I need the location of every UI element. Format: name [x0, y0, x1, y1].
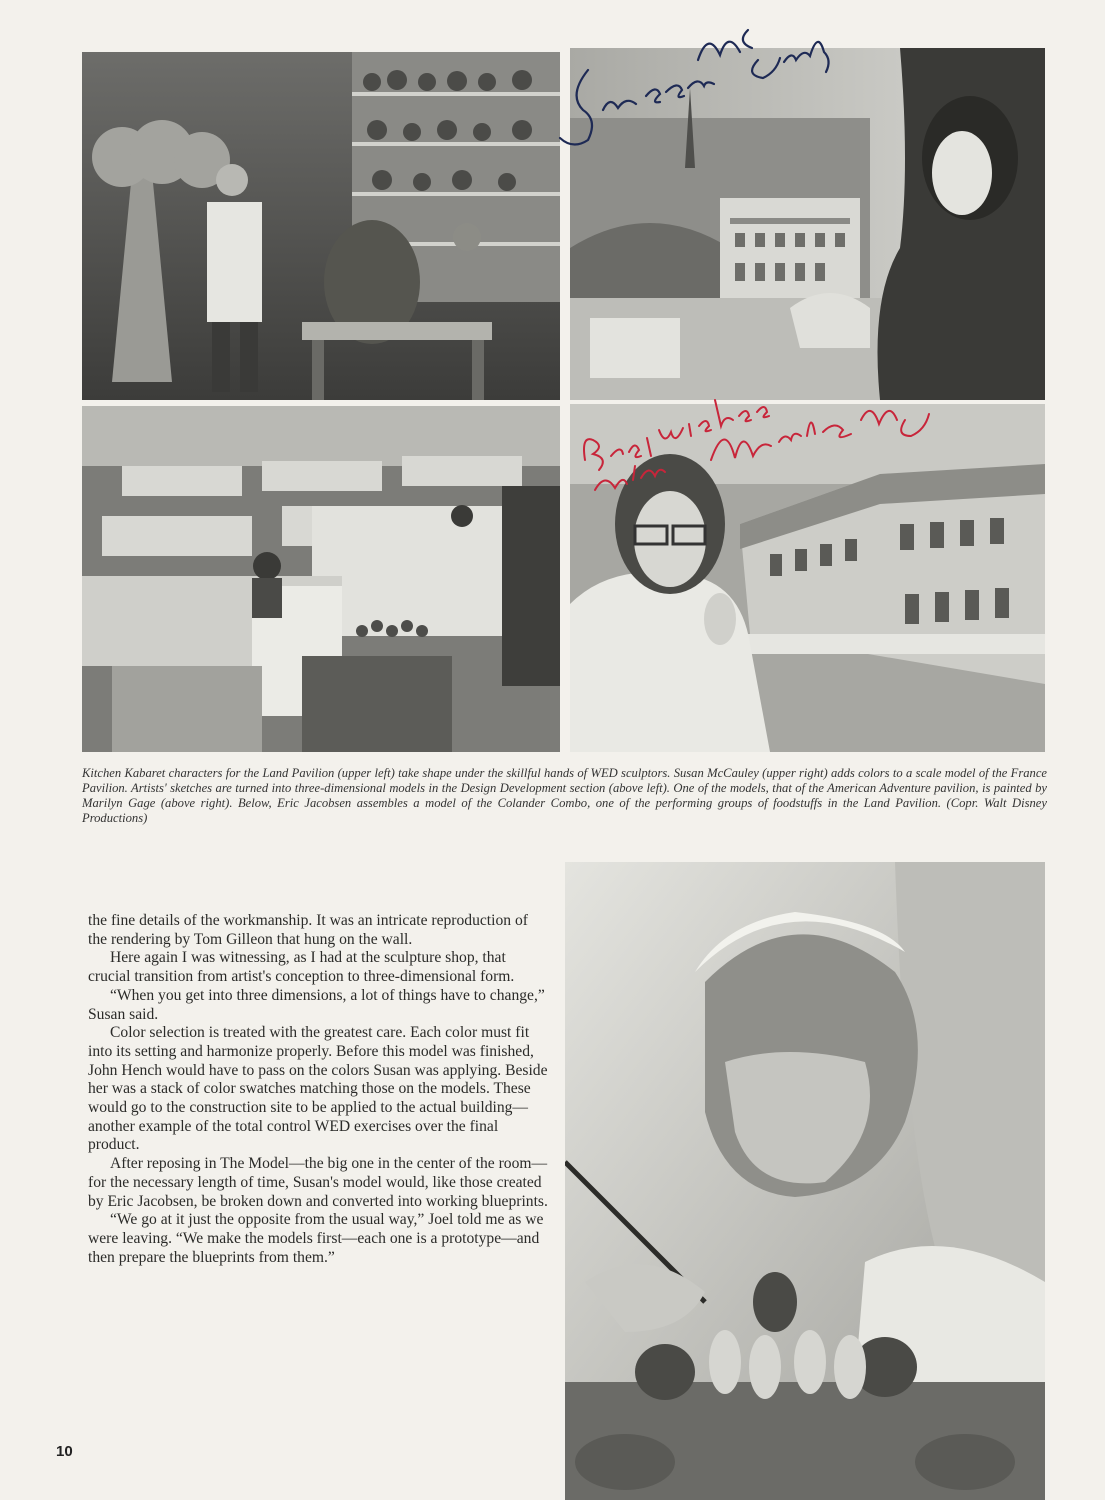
- paragraph: After reposing in The Model—the big one in the center of the room—for the necessary length of time, Susan's model would, like those created by Eric Jacobsen, be broken down and converted into working blueprints.: [88, 1155, 548, 1210]
- paragraph: Here again I was witnessing, as I had at the sculpture shop, that crucial transition from artist's conception to three-dimensional form.: [88, 949, 515, 986]
- sculpture-shop-photo: [82, 52, 560, 400]
- paragraph: Color selection is treated with the greatest care. Each color must fit into its setting and harmonize properly. Before this model was finished, John Hench would have to pass on the colors Susan was applying. Beside her was a stack of color swatches matching those on the models. These would go to the construction site to be applied to the actual building—another example of the total control WED exercises over the final product.: [88, 1024, 548, 1154]
- photo-caption: Kitchen Kabaret characters for the Land Pavilion (upper left) take shape under the skillful hands of WED sculptors. Susan McCauley (upper right) adds colors to a scale model of the France Pavilion. Artists' sketches are turned into three-dimensional models in the Design Development section (above left). One of the models, that of the American Adventure pavilion, is painted by Marilyn Gage (above right). Below, Eric Jacobsen assembles a model of the Colander Combo, one of the performing groups of foodstuffs in the Land Pavilion. (Copr. Walt Disney Productions): [82, 766, 1047, 825]
- paragraph: the fine details of the workmanship. It was an intricate reproduction of the rendering by Tom Gilleon that hung on the wall.: [88, 912, 528, 948]
- paragraph: “When you get into three dimensions, a lot of things have to change,” Susan said.: [88, 986, 545, 1023]
- article-body: [88, 912, 550, 1267]
- svg-text:Susan McCauley: Susan McCauley: [548, 0, 555, 1]
- paragraph: “We go at it just the opposite from the usual way,” Joel told me as we were leaving. “We make the models first—each one is a prototype—and then prepare the blueprints from them.”: [88, 1211, 544, 1266]
- colander-combo-model-photo: [565, 862, 1045, 1500]
- design-development-photo: [82, 406, 560, 752]
- american-adventure-model-photo: [570, 404, 1045, 752]
- page-number: 10: [56, 1443, 73, 1460]
- france-pavilion-model-photo: [570, 48, 1045, 400]
